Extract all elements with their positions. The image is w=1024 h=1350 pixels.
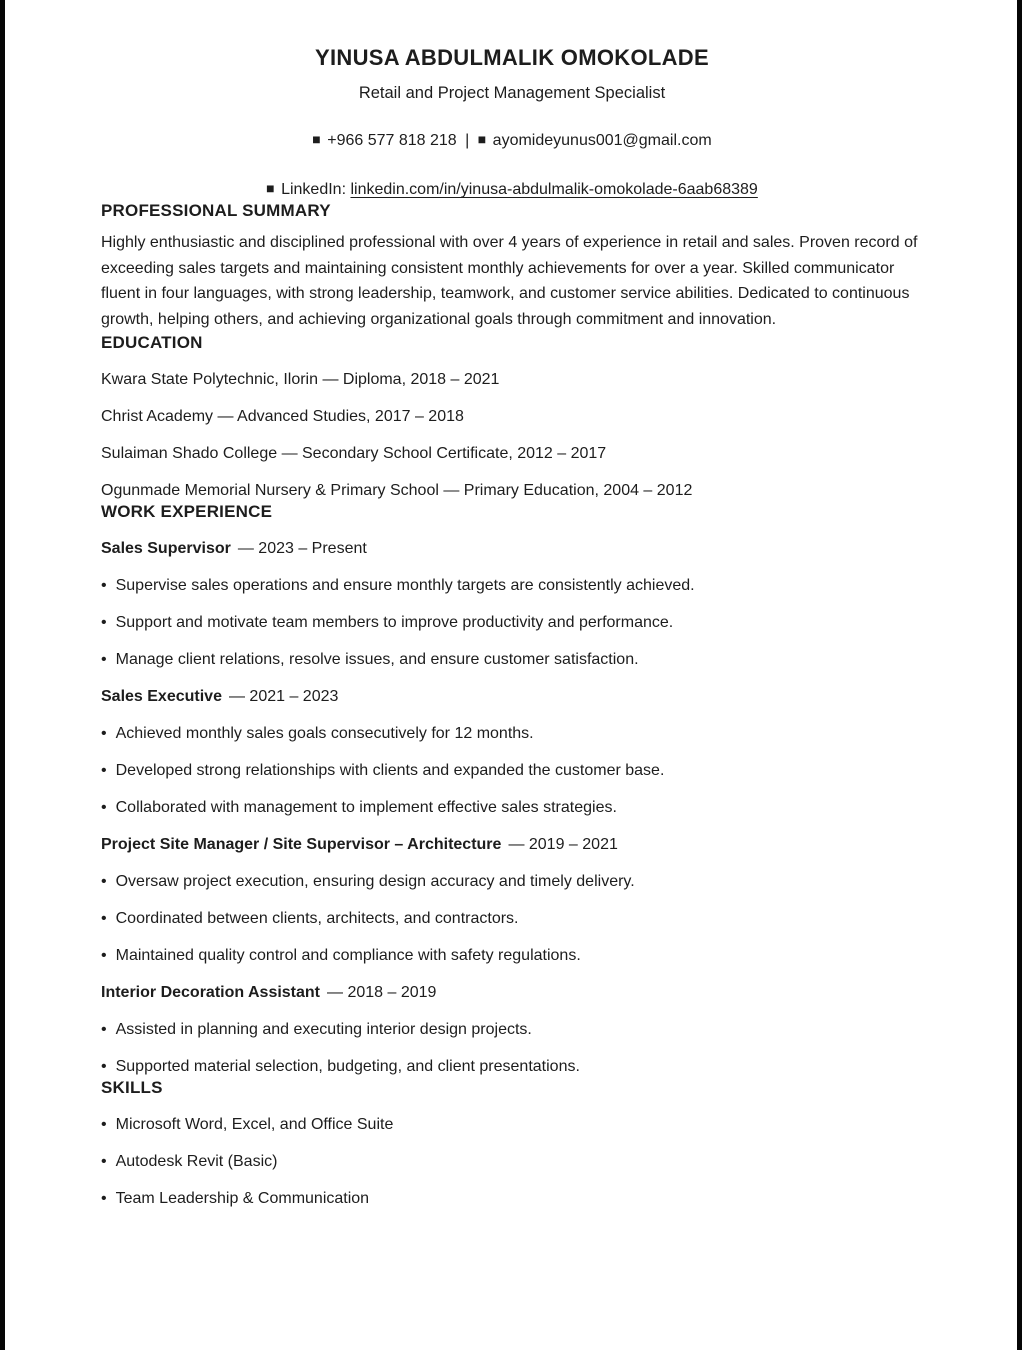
bullet-glyph: • bbox=[101, 651, 107, 668]
education-item: Christ Academy — Advanced Studies, 2017 – 2018 bbox=[101, 408, 464, 425]
job-title-line bbox=[101, 539, 923, 559]
job-bullet bbox=[101, 761, 923, 781]
bullet-glyph: • bbox=[101, 799, 107, 816]
phone-number: +966 577 818 218 bbox=[327, 132, 457, 149]
email-icon: ■ bbox=[477, 131, 487, 147]
job-title-line bbox=[101, 687, 923, 707]
job-dates: — 2021 – 2023 bbox=[228, 688, 339, 705]
bullet-glyph: • bbox=[101, 1190, 107, 1207]
bullet-glyph: • bbox=[101, 1021, 107, 1038]
summary-paragraph: Highly enthusiastic and disciplined professional with over 4 years of experience in retail and sales. Proven record of exceeding sales targets and maintaining consistent monthly achievements for over a year. Skilled communicator fluent in four languages, with strong leadership, teamwork, and customer service abilities. Dedicated to continuous growth, helping others, and achieving organizational goals through commitment and innovation. bbox=[101, 234, 918, 328]
job-bullet bbox=[101, 946, 923, 966]
resume-body bbox=[101, 200, 923, 1209]
candidate-title: Retail and Project Management Specialist bbox=[358, 84, 666, 102]
section-heading-education: EDUCATION bbox=[101, 333, 203, 352]
skill-item bbox=[101, 1152, 923, 1172]
job-bullet-text: Developed strong relationships with clients and expanded the customer base. bbox=[115, 762, 665, 779]
job-bullet-text: Support and motivate team members to improve productivity and performance. bbox=[115, 614, 674, 631]
job-bullet bbox=[101, 798, 923, 818]
job-bullet-text: Assisted in planning and executing interior design projects. bbox=[115, 1021, 532, 1038]
job-bullet-text: Supported material selection, budgeting, and client presentations. bbox=[115, 1058, 580, 1075]
bullet-glyph: • bbox=[101, 910, 107, 927]
phone-icon: ■ bbox=[312, 131, 321, 147]
job-bullet bbox=[101, 650, 923, 670]
skill-text: Autodesk Revit (Basic) bbox=[115, 1153, 278, 1170]
job-bullet-text: Maintained quality control and compliance with safety regulations. bbox=[115, 947, 581, 964]
section-heading-skills: SKILLS bbox=[101, 1078, 163, 1097]
job-dates: — 2018 – 2019 bbox=[327, 984, 437, 1001]
bullet-glyph: • bbox=[101, 577, 107, 594]
job-bullet-text: Collaborated with management to implement effective sales strategies. bbox=[115, 799, 617, 816]
job-bullet-text: Achieved monthly sales goals consecutively for 12 months. bbox=[115, 725, 534, 742]
bullet-glyph: • bbox=[101, 725, 107, 742]
job-bullet bbox=[101, 613, 923, 633]
bullet-glyph: • bbox=[101, 947, 107, 964]
job-title: Sales Supervisor bbox=[101, 540, 231, 557]
job-title: Interior Decoration Assistant bbox=[101, 984, 321, 1001]
photo-edge-right bbox=[1017, 0, 1022, 1350]
education-item: Ogunmade Memorial Nursery & Primary School — Primary Education, 2004 – 2012 bbox=[101, 482, 693, 499]
job-dates: — 2019 – 2021 bbox=[508, 836, 618, 853]
linkedin-icon: ■ bbox=[266, 180, 275, 196]
resume-header bbox=[0, 45, 1024, 200]
contact-separator: | bbox=[465, 132, 470, 149]
job-title-line bbox=[101, 983, 923, 1003]
job-bullet bbox=[101, 1057, 923, 1077]
section-heading-professional-summary: PROFESSIONAL SUMMARY bbox=[101, 201, 331, 220]
education-item: Kwara State Polytechnic, Ilorin — Diploma, 2018 – 2021 bbox=[101, 371, 500, 388]
linkedin-link[interactable]: linkedin.com/in/yinusa-abdulmalik-omokolade-6aab68389 bbox=[350, 181, 758, 198]
bullet-glyph: • bbox=[101, 614, 107, 631]
job-title: Sales Executive bbox=[101, 688, 222, 705]
job-title-line bbox=[101, 835, 923, 855]
bullet-glyph: • bbox=[101, 1058, 107, 1075]
job-bullet bbox=[101, 872, 923, 892]
job-bullet-text: Supervise sales operations and ensure monthly targets are consistently achieved. bbox=[115, 577, 695, 594]
job-bullet bbox=[101, 576, 923, 596]
skill-text: Microsoft Word, Excel, and Office Suite bbox=[115, 1116, 394, 1133]
email-address: ayomideyunus001@gmail.com bbox=[492, 132, 712, 149]
job-title: Project Site Manager / Site Supervisor – Architecture bbox=[101, 836, 502, 853]
photo-edge-left bbox=[0, 0, 5, 1350]
job-bullet bbox=[101, 724, 923, 744]
candidate-name: YINUSA ABDULMALIK OMOKOLADE bbox=[315, 45, 709, 70]
job-dates: — 2023 – Present bbox=[237, 540, 367, 557]
bullet-glyph: • bbox=[101, 873, 107, 890]
job-bullet bbox=[101, 1020, 923, 1040]
job-bullet-text: Manage client relations, resolve issues, and ensure customer satisfaction. bbox=[115, 651, 639, 668]
skill-item bbox=[101, 1189, 923, 1209]
job-bullet-text: Coordinated between clients, architects, and contractors. bbox=[115, 910, 519, 927]
linkedin-label: LinkedIn: bbox=[281, 181, 347, 198]
job-bullet bbox=[101, 909, 923, 929]
linkedin-line bbox=[0, 179, 1024, 200]
bullet-glyph: • bbox=[101, 1153, 107, 1170]
bullet-glyph: • bbox=[101, 762, 107, 779]
section-heading-work-experience: WORK EXPERIENCE bbox=[101, 502, 273, 521]
job-bullet-text: Oversaw project execution, ensuring design accuracy and timely delivery. bbox=[115, 873, 635, 890]
education-item: Sulaiman Shado College — Secondary School Certificate, 2012 – 2017 bbox=[101, 445, 607, 462]
contact-line bbox=[0, 130, 1024, 151]
bullet-glyph: • bbox=[101, 1116, 107, 1133]
skill-item bbox=[101, 1115, 923, 1135]
skill-text: Team Leadership & Communication bbox=[115, 1190, 370, 1207]
